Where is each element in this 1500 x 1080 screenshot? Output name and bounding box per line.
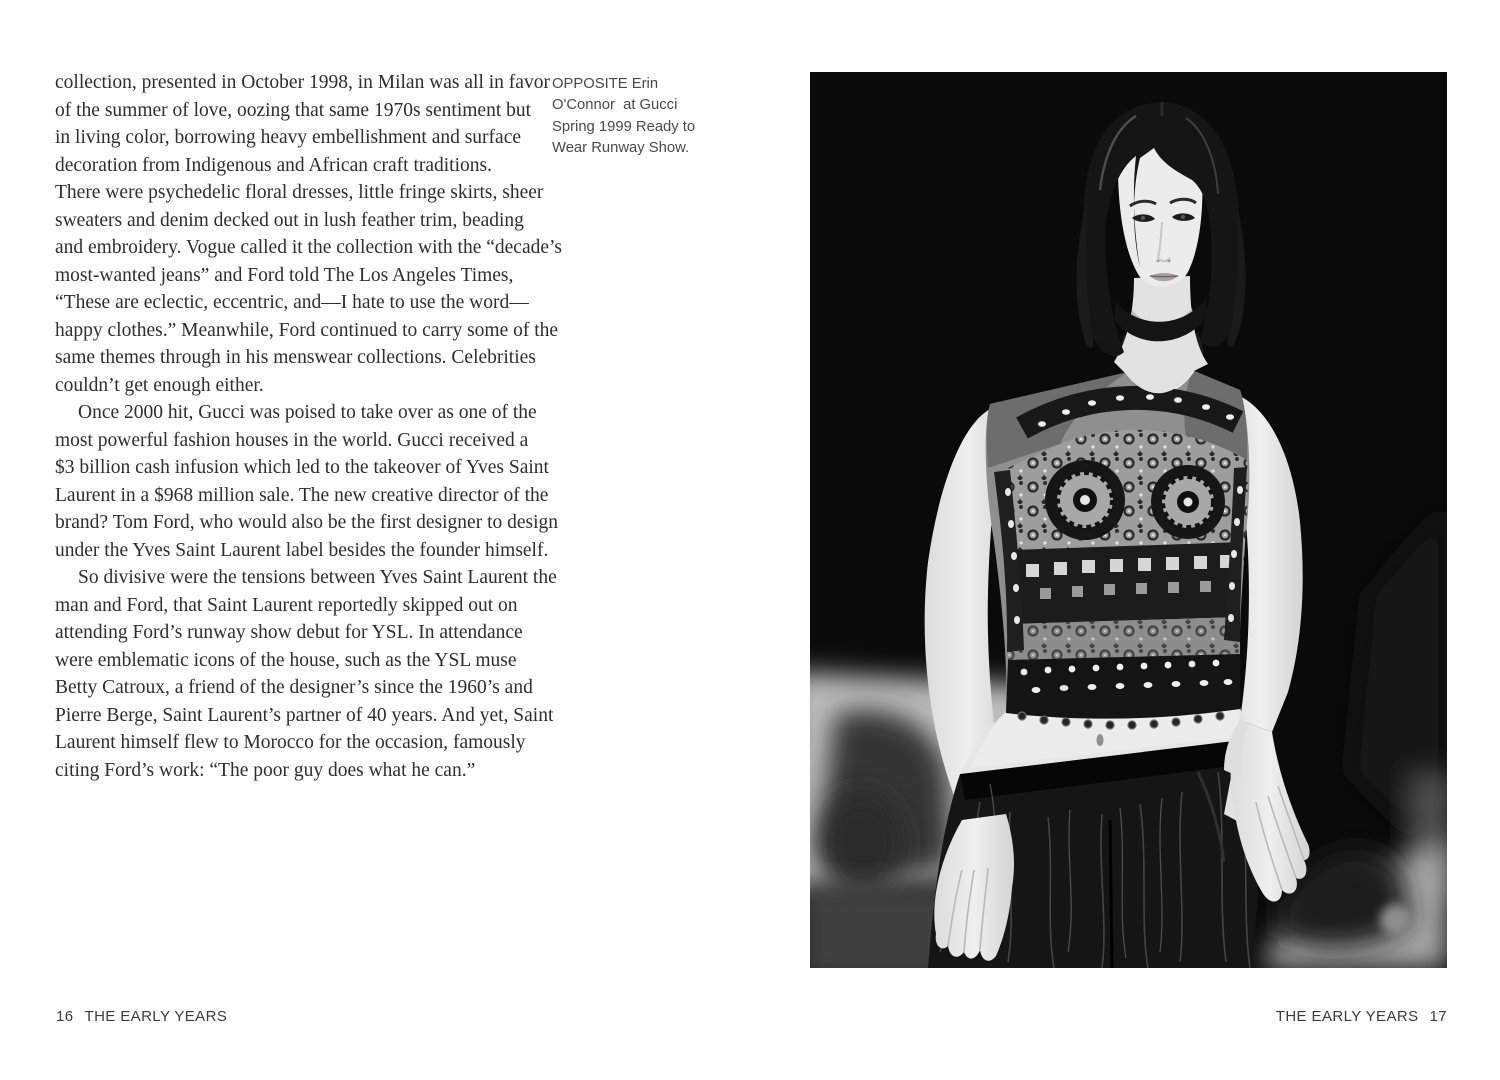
text-line: happy clothes.” Meanwhile, Ford continued to carry some of the bbox=[55, 319, 559, 341]
text-line: most powerful fashion houses in the world. Gucci received a bbox=[55, 429, 529, 451]
text-line: Pierre Berge, Saint Laurent’s partner of 40 years. And yet, Saint bbox=[55, 704, 554, 726]
text-line: Laurent himself flew to Morocco for the occasion, famously bbox=[55, 732, 526, 753]
text-line: “These are eclectic, eccentric, and—I hate to use the word— bbox=[55, 292, 529, 313]
caption-line: Wear Runway Show. bbox=[552, 140, 690, 157]
text-line: of the summer of love, oozing that same 1970s sentiment but bbox=[55, 99, 532, 121]
text-line: Once 2000 hit, Gucci was poised to take over as one of the bbox=[78, 402, 537, 423]
text-line: $3 billion cash infusion which led to the takeover of Yves Saint bbox=[55, 457, 549, 478]
navel bbox=[1097, 734, 1104, 746]
text-line: were emblematic icons of the house, such as the YSL muse bbox=[55, 649, 517, 671]
caption-line: OPPOSITE Erin bbox=[552, 76, 659, 92]
text-line: couldn’t get enough either. bbox=[55, 374, 264, 396]
text-line: citing Ford’s work: “The poor guy does what he can.” bbox=[55, 759, 476, 781]
text-line: under the Yves Saint Laurent label besides the founder himself. bbox=[55, 539, 549, 561]
caption-line: Spring 1999 Ready to bbox=[552, 118, 696, 135]
text-line: So divisive were the tensions between Yves Saint Laurent the bbox=[78, 567, 557, 588]
footer-right bbox=[1276, 1008, 1447, 1025]
running-title-right: THE EARLY YEARS bbox=[1275, 1008, 1419, 1025]
photo-caption bbox=[552, 74, 722, 160]
caption-line: O'Connor at Gucci bbox=[552, 97, 678, 114]
text-line: There were psychedelic floral dresses, little fringe skirts, sheer bbox=[55, 182, 544, 203]
page-number-left: 16 bbox=[56, 1008, 74, 1025]
text-line: most-wanted jeans” and Ford told The Los Angeles Times, bbox=[55, 264, 514, 286]
runway-photo bbox=[810, 72, 1447, 968]
text-line: Laurent in a $968 million sale. The new creative director of the bbox=[55, 484, 549, 506]
runway-photo-illustration bbox=[810, 72, 1447, 968]
text-line: attending Ford’s runway show debut for YSL. In attendance bbox=[55, 622, 523, 643]
article-text bbox=[55, 69, 562, 784]
text-line: same themes through in his menswear collections. Celebrities bbox=[55, 347, 536, 368]
page-number-right: 17 bbox=[1429, 1008, 1447, 1025]
text-line: and embroidery. Vogue called it the collection with the “decade’s bbox=[55, 237, 563, 258]
footer-left bbox=[56, 1008, 227, 1025]
text-line: decoration from Indigenous and African craft traditions. bbox=[55, 154, 492, 176]
text-line: brand? Tom Ford, who would also be the first designer to design bbox=[55, 512, 559, 533]
text-line: collection, presented in October 1998, in Milan was all in favor bbox=[55, 72, 550, 93]
text-line: man and Ford, that Saint Laurent reportedly skipped out on bbox=[55, 594, 518, 616]
running-title-left: THE EARLY YEARS bbox=[84, 1008, 228, 1025]
text-line: in living color, borrowing heavy embellishment and surface bbox=[55, 127, 522, 148]
text-line: Betty Catroux, a friend of the designer’s since the 1960’s and bbox=[55, 677, 533, 698]
text-line: sweaters and denim decked out in lush feather trim, beading bbox=[55, 209, 524, 231]
